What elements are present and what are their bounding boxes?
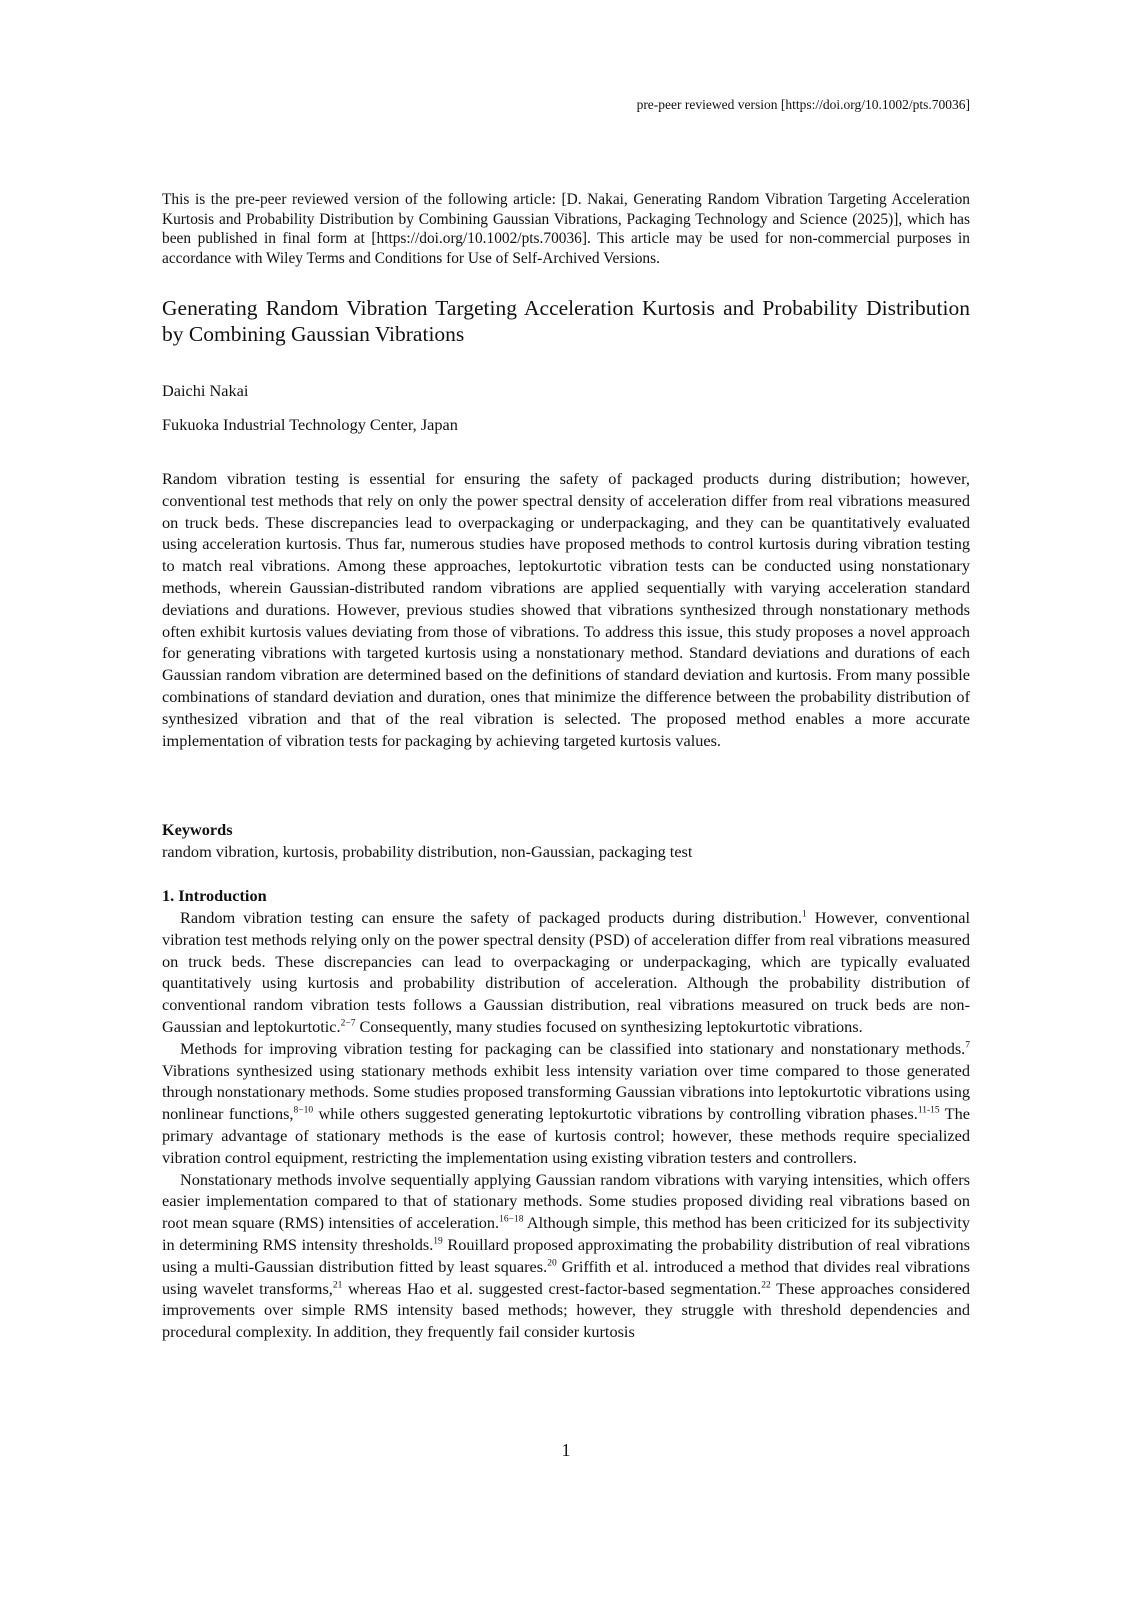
intro-p2-text: while others suggested generating leptokurtotic vibrations by controlling vibration phases. bbox=[313, 1104, 918, 1124]
citation-ref: 19 bbox=[433, 1236, 443, 1247]
intro-p3-text: whereas Hao et al. suggested crest-factor-based segmentation. bbox=[342, 1278, 762, 1298]
citation-ref: 1 bbox=[802, 909, 807, 920]
author-name: Daichi Nakai bbox=[162, 381, 249, 400]
intro-paragraph-3 bbox=[162, 1169, 970, 1343]
copyright-notice: This is the pre-peer reviewed version of the following article: [D. Nakai, Generating Random Vibration Targeting Acceleration Kurtosis and Probability Distribution by Combining Gaussian Vibrations, Packaging Technology and Science (2025)], which has been published in final form at [https://doi.org/10.1002/pts.70036]. This article may be used for non-commercial purposes in accordance with Wiley Terms and Conditions for Use of Self-Archived Versions. bbox=[162, 191, 970, 267]
intro-p3-text: Griffith et al. introduced a method that divides real vibrations using wavelet transforms, bbox=[162, 1256, 970, 1298]
paper-title: Generating Random Vibration Targeting Acceleration Kurtosis and Probability Distribution by Combining Gaussian Vibrations bbox=[162, 296, 970, 346]
citation-ref: 7 bbox=[965, 1040, 970, 1051]
intro-p2-text: Methods for improving vibration testing for packaging can be classified into stationary and nonstationary methods. bbox=[180, 1038, 966, 1058]
intro-p3-text: These approaches considered improvements over simple RMS intensity based methods; however, they struggle with threshold dependencies and procedural complexity. In addition, they frequently fail consider kurtosis bbox=[162, 1278, 971, 1342]
intro-paragraph-1 bbox=[162, 907, 970, 1038]
section-heading-introduction: 1. Introduction bbox=[162, 886, 267, 905]
intro-p1-text: Random vibration testing can ensure the safety of packaged products during distribution. bbox=[180, 908, 803, 927]
intro-p2-text: The primary advantage of stationary methods is the ease of kurtosis control; however, these methods require specialized vibration control equipment, restricting the implementation using existing vibration testers and controllers. bbox=[162, 1104, 970, 1167]
intro-p2-text: Vibrations synthesized using stationary methods exhibit less intensity variation over time compared to those generated through nonstationary methods. Some studies proposed transforming Gaussian vibrations into leptokurtotic vibrations using nonlinear functions, bbox=[162, 1060, 970, 1124]
keywords-list: random vibration, kurtosis, probability distribution, non-Gaussian, packaging test bbox=[162, 842, 693, 861]
page-number: 1 bbox=[561, 1440, 571, 1460]
version-header: pre-peer reviewed version [https://doi.org/10.1002/pts.70036] bbox=[636, 97, 970, 112]
citation-ref: 8−10 bbox=[293, 1105, 314, 1116]
citation-ref: 2−7 bbox=[340, 1018, 356, 1029]
intro-p1-text: However, conventional vibration test methods relying only on the power spectral density (PSD) of acceleration differ from real vibrations measured on truck beds. These discrepancies can lead to overpackaging or underpackaging, which are typically evaluated quantitatively using kurtosis and probability distribution of acceleration. Although the probability distribution of conventional random vibration tests follows a Gaussian distribution, real vibrations measured on truck beds are non-Gaussian and leptokurtotic. bbox=[162, 908, 970, 1036]
citation-ref: 21 bbox=[332, 1280, 343, 1291]
intro-p1-text: Consequently, many studies focused on synthesizing leptokurtotic vibrations. bbox=[355, 1016, 863, 1036]
citation-ref: 16−18 bbox=[499, 1214, 524, 1225]
citation-ref: 11-15 bbox=[917, 1105, 940, 1116]
intro-p3-text: Nonstationary methods involve sequentially applying Gaussian random vibrations with varying intensities, which offers easier implementation compared to that of stationary methods. Some studies proposed dividing real vibrations based on root mean square (RMS) intensities of acceleration. bbox=[162, 1169, 970, 1233]
intro-p3-text: Rouillard proposed approximating the probability distribution of real vibrations using a multi-Gaussian distribution fitted by least squares. bbox=[162, 1234, 971, 1276]
intro-paragraph-2 bbox=[162, 1038, 970, 1169]
citation-ref: 20 bbox=[547, 1258, 557, 1269]
citation-ref: 22 bbox=[761, 1280, 771, 1291]
introduction-body bbox=[162, 907, 970, 1343]
abstract-text: Random vibration testing is essential for ensuring the safety of packaged products during distribution; however, conventional test methods that rely on only the power spectral density of acceleration differ from real vibrations measured on truck beds. These discrepancies lead to overpackaging or underpackaging, and they can be quantitatively evaluated using acceleration kurtosis. Thus far, numerous studies have proposed methods to control kurtosis during vibration testing to match real vibrations. Among these approaches, leptokurtotic vibration tests can be conducted using nonstationary methods, wherein Gaussian-distributed random vibrations are applied sequentially with varying acceleration standard deviations and durations. However, previous studies showed that vibrations synthesized through nonstationary methods often exhibit kurtosis values deviating from those of vibrations. To address this issue, this study proposes a novel approach for generating vibrations with targeted kurtosis using a nonstationary method. Standard deviations and durations of each Gaussian random vibration are determined based on the definitions of standard deviation and kurtosis. From many possible combinations of standard deviation and duration, ones that minimize the difference between the probability distribution of synthesized vibration and that of the real vibration is selected. The proposed method enables a more accurate implementation of vibration tests for packaging by achieving targeted kurtosis values. bbox=[162, 469, 970, 750]
author-affiliation: Fukuoka Industrial Technology Center, Japan bbox=[162, 415, 458, 434]
intro-p3-text: Although simple, this method has been criticized for its subjectivity in determining RMS intensity thresholds. bbox=[162, 1213, 971, 1254]
keywords-heading: Keywords bbox=[162, 820, 233, 839]
